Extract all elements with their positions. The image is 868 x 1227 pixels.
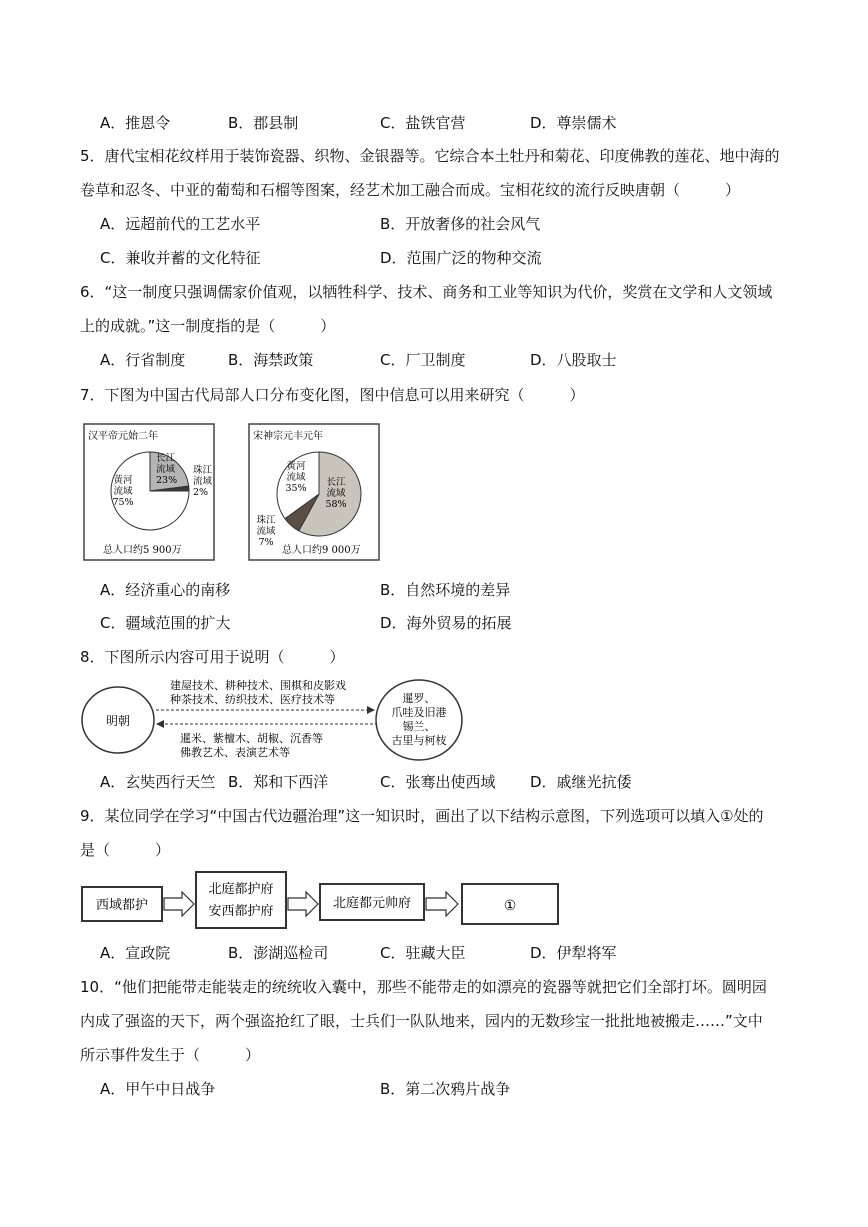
- q8-option-b: B．郑和下西洋: [228, 773, 329, 791]
- q6-stem-line1: 6．“这一制度只强调儒家价值观，以牺牲科学、技术、商务和工业等知识为代价，奖赏在文学和人文领域: [80, 283, 773, 301]
- pie-label-zhujiang: 珠江: [193, 465, 213, 476]
- arrow-head-left: [156, 720, 164, 728]
- q10-stem-line2: 内成了强盗的天下，两个强盗抢红了眼，士兵们一队队地来，园内的无数珍宝一批批地被搬走……”文中: [80, 1012, 763, 1030]
- foreign-label-4: 古里与柯枝: [391, 734, 447, 747]
- q8-option-d: D．戚继光抗倭: [530, 773, 632, 791]
- pie-chart-total: 总人口约5 900万: [103, 545, 182, 556]
- q4-option-d: D．尊崇儒术: [530, 114, 617, 132]
- q6-option-d: D．八股取士: [530, 351, 617, 369]
- pie-label-changjiang: 流域: [156, 464, 176, 475]
- q4-option-c: C．盐铁官营: [380, 114, 466, 132]
- box-duhufu: [196, 872, 286, 928]
- q6-option-a: A．行省制度: [100, 351, 186, 369]
- q4-option-a: A．推恩令: [100, 114, 171, 132]
- q6-option-c: C．厂卫制度: [380, 351, 466, 369]
- q10-stem-line1: 10．“他们把能带走能装走的统统收入囊中，那些不能带走的如漂亮的瓷器等就把它们全部打坏。圆明园: [80, 978, 767, 996]
- pie-label-zhujiang: 流域: [256, 526, 276, 537]
- q10-option-b: B．第二次鸦片战争: [380, 1080, 511, 1098]
- pie-label-changjiang: 流域: [326, 488, 346, 499]
- q10-option-a: A．甲午中日战争: [100, 1080, 216, 1098]
- pie-label-huanghe: 黄河: [113, 475, 133, 486]
- pie-label-changjiang: 长江: [156, 453, 176, 464]
- q6-option-b: B．海禁政策: [228, 351, 314, 369]
- q9-option-b: B．澎湖巡检司: [228, 944, 329, 962]
- arrow-1: [164, 892, 194, 916]
- pie-label-changjiang: 长江: [326, 477, 346, 488]
- box-blank-label: ①: [503, 898, 517, 914]
- pie-label-zhujiang: 珠江: [256, 515, 276, 526]
- pie-label-huanghe: 35%: [285, 483, 307, 494]
- pie-label-zhujiang: 2%: [193, 487, 209, 498]
- foreign-label-1: 暹罗、: [402, 692, 436, 705]
- structure-diagram: [80, 868, 560, 932]
- foreign-label-3: 锡兰、: [402, 720, 436, 733]
- pie-label-huanghe: 流域: [286, 472, 306, 483]
- pie-label-huanghe: 流域: [113, 486, 133, 497]
- q10-stem-line3: 所示事件发生于（ ）: [80, 1046, 261, 1064]
- q8-stem: 8．下图所示内容可用于说明（ ）: [80, 648, 345, 666]
- ming-label: 明朝: [105, 714, 131, 728]
- q7-stem: 7．下图为中国古代局部人口分布变化图，图中信息可以用来研究（ ）: [80, 386, 585, 404]
- q9-option-c: C．驻藏大臣: [380, 944, 466, 962]
- arrow-2: [288, 892, 318, 916]
- pie-label-huanghe: 黄河: [286, 461, 306, 472]
- q7-option-d: D．海外贸易的拓展: [380, 614, 512, 632]
- q9-option-d: D．伊犁将军: [530, 944, 617, 962]
- pie-chart-title: 汉平帝元始二年: [88, 431, 158, 442]
- q9-stem-line1: 9．某位同学在学习“中国古代边疆治理”这一知识时，画出了以下结构示意图，下列选项可以填入①处的: [80, 807, 764, 825]
- box-duhufu-label-2: 安西都护府: [208, 904, 274, 919]
- q7-option-a: A．经济重心的南移: [100, 581, 231, 599]
- arrow-3: [426, 892, 458, 916]
- box-duhufu-label-1: 北庭都护府: [208, 882, 274, 897]
- bottom-items-line2: 佛教艺术、表演艺术等: [180, 746, 290, 759]
- q5-option-d: D．范围广泛的物种交流: [380, 249, 542, 267]
- arrow-head-right: [367, 706, 375, 714]
- top-items-line1: 建屋技术、耕种技术、围棋和皮影戏: [170, 679, 346, 692]
- q5-stem-line2: 卷草和忍冬、中亚的葡萄和石榴等图案，经艺术加工融合而成。宝相花纹的流行反映唐朝（ ）: [80, 181, 741, 199]
- pie-label-changjiang: 58%: [325, 499, 347, 510]
- q5-option-b: B．开放奢侈的社会风气: [380, 215, 541, 233]
- pie-chart-title: 宋神宗元丰元年: [253, 431, 323, 442]
- q9-stem-line2: 是（ ）: [80, 841, 171, 859]
- foreign-label-2: 爪哇及旧港: [391, 706, 447, 719]
- q9-option-a: A．宣政院: [100, 944, 171, 962]
- pie-chart-han: [83, 423, 215, 561]
- q8-option-a: A．玄奘西行天竺: [100, 773, 216, 791]
- q6-stem-line2: 上的成就。”这一制度指的是（ ）: [80, 317, 336, 335]
- pie-label-zhujiang: 流域: [193, 476, 213, 487]
- pie-label-huanghe: 75%: [112, 497, 134, 508]
- q5-option-c: C．兼收并蓄的文化特征: [100, 249, 261, 267]
- top-items-line2: 种茶技术、纺织技术、医疗技术等: [170, 693, 335, 706]
- bottom-items-line1: 暹米、紫檀木、胡椒、沉香等: [180, 732, 323, 745]
- pie-label-zhujiang: 7%: [258, 537, 274, 548]
- q4-option-b: B．郡县制: [228, 114, 299, 132]
- q7-option-c: C．疆域范围的扩大: [100, 614, 231, 632]
- q7-option-b: B．自然环境的差异: [380, 581, 511, 599]
- q5-option-a: A．远超前代的工艺水平: [100, 215, 261, 233]
- box-xiyu-duhu-label: 西域都护: [95, 898, 149, 913]
- box-yuanshuaifu-label: 北庭都元帅府: [332, 896, 412, 911]
- q8-option-c: C．张骞出使西域: [380, 773, 496, 791]
- pie-chart-song: [248, 423, 380, 561]
- pie-chart-total: 总人口约9 000万: [282, 545, 361, 556]
- q5-stem-line1: 5．唐代宝相花纹样用于装饰瓷器、织物、金银器等。它综合本土牡丹和菊花、印度佛教的莲花、地中海的: [80, 147, 780, 165]
- pie-label-changjiang: 23%: [156, 475, 178, 486]
- exchange-diagram: [80, 674, 470, 764]
